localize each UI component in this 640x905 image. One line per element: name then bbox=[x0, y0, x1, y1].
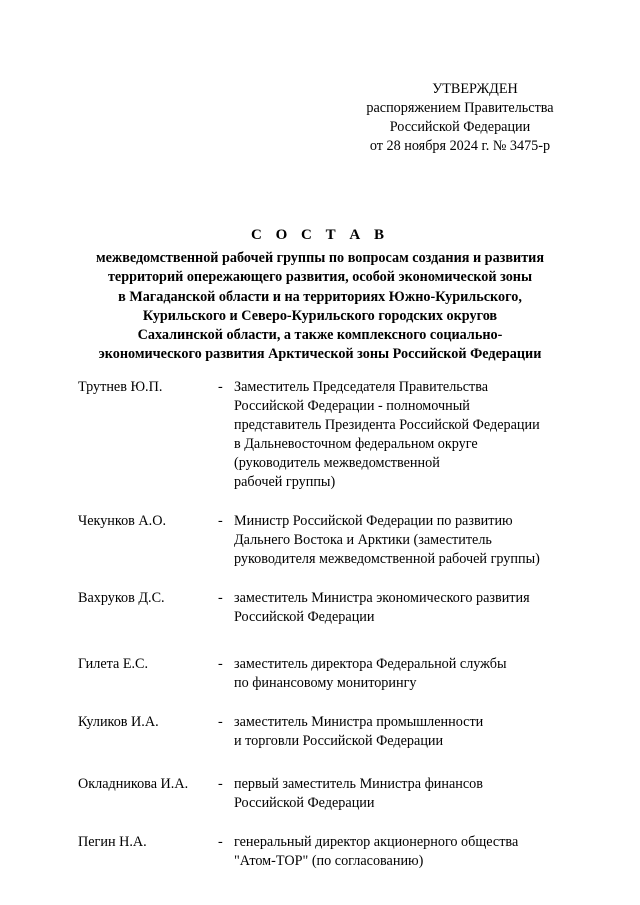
member-role bbox=[234, 378, 574, 492]
member-role-line: (руководитель межведомственной bbox=[234, 455, 440, 471]
member-dash: - bbox=[218, 834, 223, 850]
approval-line: Российской Федерации bbox=[389, 119, 531, 135]
member-role bbox=[234, 775, 574, 813]
member-dash: - bbox=[218, 776, 223, 792]
document-subheading bbox=[40, 249, 600, 365]
member-role-line: в Дальневосточном федеральном округе bbox=[234, 436, 478, 452]
approval-status: УТВЕРЖДЕН bbox=[432, 81, 518, 97]
member-role-line: заместитель Министра промышленности bbox=[234, 714, 484, 730]
member-row bbox=[78, 655, 598, 693]
member-role-line: по финансовому мониторингу bbox=[234, 675, 417, 691]
member-role-line: Заместитель Председателя Правительства bbox=[234, 379, 489, 395]
approval-block bbox=[350, 80, 570, 156]
member-role-line: представитель Президента Российской Федерации bbox=[234, 417, 540, 433]
member-role bbox=[234, 713, 574, 751]
subheading-line: Курильского и Северо-Курильского городских округов bbox=[142, 307, 498, 324]
member-role-line: и торговли Российской Федерации bbox=[234, 733, 444, 749]
member-name: Окладникова И.А. bbox=[78, 776, 189, 792]
approval-line: от 28 ноября 2024 г. № 3475-р bbox=[369, 138, 551, 154]
member-name: Куликов И.А. bbox=[78, 714, 159, 730]
member-dash: - bbox=[218, 714, 223, 730]
member-role bbox=[234, 589, 574, 627]
member-name: Гилета Е.С. bbox=[78, 656, 149, 672]
member-role-line: Российской Федерации bbox=[234, 609, 375, 625]
member-role bbox=[234, 833, 574, 871]
subheading-line: экономического развития Арктической зоны Российской Федерации bbox=[98, 346, 542, 363]
member-dash: - bbox=[218, 513, 223, 529]
subheading-line: межведомственной рабочей группы по вопросам создания и развития bbox=[95, 250, 545, 266]
member-name: Пегин Н.А. bbox=[78, 834, 147, 850]
member-role bbox=[234, 512, 574, 569]
member-dash: - bbox=[218, 590, 223, 606]
member-name: Вахруков Д.С. bbox=[78, 590, 165, 606]
member-role-line: первый заместитель Министра финансов bbox=[234, 776, 483, 792]
member-role-line: Российской Федерации - полномочный bbox=[234, 398, 470, 414]
member-role bbox=[234, 655, 574, 693]
approval-line: распоряжением Правительства bbox=[366, 100, 554, 116]
member-name: Трутнев Ю.П. bbox=[78, 379, 163, 395]
member-dash: - bbox=[218, 656, 223, 672]
member-row bbox=[78, 512, 598, 569]
subheading-line: в Магаданской области и на территориях Южно-Курильского, bbox=[118, 288, 522, 305]
member-role-line: Дальнего Востока и Арктики (заместитель bbox=[234, 532, 492, 548]
member-role-line: Российской Федерации bbox=[234, 795, 375, 811]
member-role-line: "Атом-ТОР" (по согласованию) bbox=[234, 853, 424, 869]
member-role-line: рабочей группы) bbox=[234, 474, 336, 490]
member-role-line: заместитель Министра экономического развития bbox=[234, 590, 530, 606]
subheading-line: Сахалинской области, а также комплексного социально- bbox=[137, 327, 503, 344]
member-row bbox=[78, 833, 598, 871]
member-role-line: генеральный директор акционерного общества bbox=[234, 834, 519, 850]
member-list bbox=[78, 378, 598, 871]
subheading-line: территорий опережающего развития, особой экономической зоны bbox=[107, 269, 533, 286]
member-role-line: Министр Российской Федерации по развитию bbox=[234, 513, 513, 529]
member-row bbox=[78, 775, 598, 813]
member-name: Чекунков А.О. bbox=[78, 513, 166, 529]
document-heading: С О С Т А В bbox=[251, 227, 389, 243]
member-row bbox=[78, 713, 598, 751]
member-row bbox=[78, 378, 598, 492]
member-role-line: заместитель директора Федеральной службы bbox=[234, 656, 507, 672]
member-row bbox=[78, 589, 598, 627]
member-dash: - bbox=[218, 379, 223, 395]
member-role-line: руководителя межведомственной рабочей группы) bbox=[234, 551, 540, 567]
